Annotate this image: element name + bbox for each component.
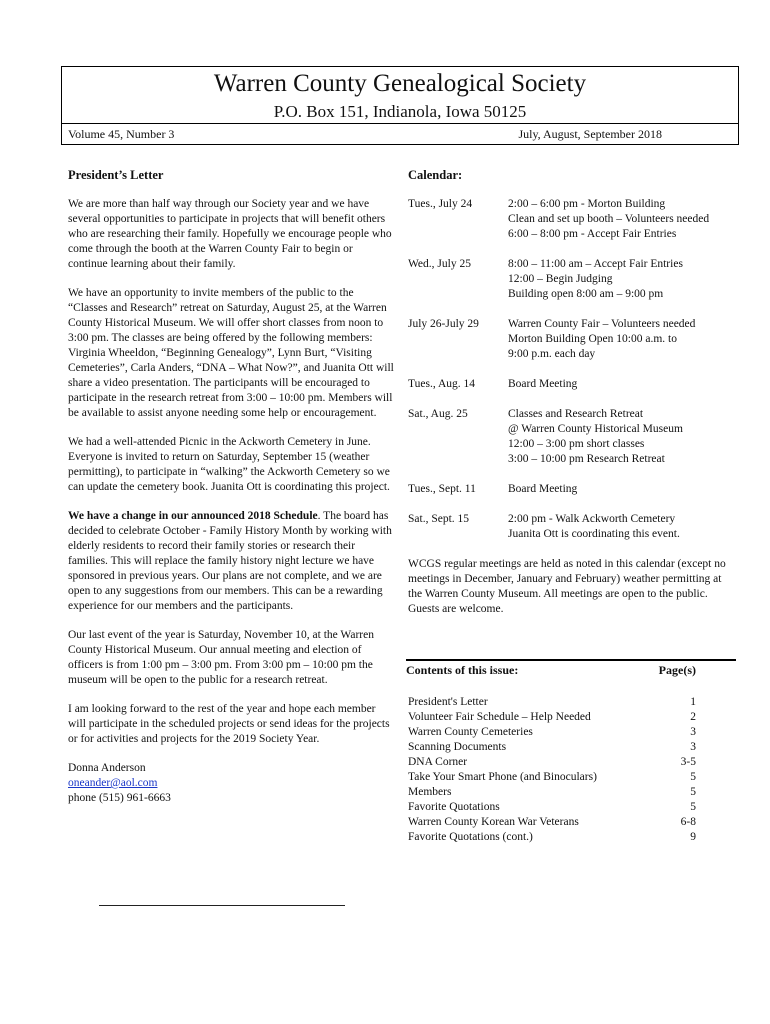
event-detail-line: Classes and Research Retreat [508, 408, 644, 420]
calendar-event [408, 482, 734, 497]
event-detail-line: 9:00 p.m. each day [508, 348, 596, 360]
volume-number: Volume 45, Number 3 [68, 127, 175, 141]
event-details [508, 257, 734, 302]
event-date: July 26-July 29 [408, 318, 479, 330]
contents-item [406, 755, 736, 770]
event-detail-line: 12:00 – 3:00 pm short classes [508, 438, 645, 450]
contents-item-page: 5 [690, 801, 696, 813]
presidents-letter [68, 167, 394, 806]
event-date: Wed., July 25 [408, 258, 471, 270]
contents-item-title: Warren County Cemeteries [408, 726, 533, 738]
contents-item [406, 800, 736, 815]
contents-item-title: Take Your Smart Phone (and Binoculars) [408, 771, 597, 783]
letter-paragraph-4 [68, 509, 394, 614]
table-of-contents [406, 659, 736, 845]
contents-item [406, 725, 736, 740]
section-divider [99, 905, 345, 906]
event-detail-line: 2:00 – 6:00 pm - Morton Building [508, 198, 666, 210]
event-detail-line: 6:00 – 8:00 pm - Accept Fair Entries [508, 228, 677, 240]
calendar-events [408, 197, 734, 542]
event-date: Tues., July 24 [408, 198, 473, 210]
contents-item-page: 9 [690, 831, 696, 843]
contents-header [406, 663, 736, 678]
contents-item-title: DNA Corner [408, 756, 468, 768]
contents-item-page: 5 [690, 771, 696, 783]
event-detail-line: Juanita Ott is coordinating this event. [508, 528, 680, 540]
contents-item [406, 830, 736, 845]
contents-item [406, 815, 736, 830]
calendar-event [408, 512, 734, 542]
contents-item-page: 3-5 [680, 756, 696, 768]
event-detail-line: Building open 8:00 am – 9:00 pm [508, 288, 664, 300]
event-detail-line: Clean and set up booth – Volunteers needed [508, 213, 710, 225]
calendar-event [408, 257, 734, 302]
event-details [508, 317, 734, 362]
event-date: Tues., Sept. 11 [408, 483, 476, 495]
calendar [408, 167, 734, 617]
meetings-note: WCGS regular meetings are held as noted in this calendar (except no meetings in December, January and February) weather permitting at the Warren County Museum. All meetings are open to the public. Guests are welcome. [408, 558, 726, 615]
event-date: Tues., Aug. 14 [408, 378, 475, 390]
event-detail-line: 12:00 – Begin Judging [508, 273, 613, 285]
contents-top-rule [406, 659, 736, 661]
letter-paragraph-5: Our last event of the year is Saturday, November 10, at the Warren County Historical Museum. Our annual meeting and election of officers is from 1:00 pm – 3:00 pm. From 3:00 pm – 10:00 pm the museum will be open to the public for a research retreat. [68, 629, 374, 686]
signature-phone: phone (515) 961-6663 [68, 792, 171, 804]
event-detail-line: Board Meeting [508, 483, 578, 495]
contents-item-page: 5 [690, 786, 696, 798]
contents-item-page: 1 [690, 696, 696, 708]
calendar-heading: Calendar: [408, 168, 463, 182]
signature-block [68, 761, 394, 806]
calendar-event [408, 377, 734, 392]
masthead [61, 66, 739, 145]
event-detail-line: @ Warren County Historical Museum [508, 423, 683, 435]
letter-paragraph-1: We are more than half way through our Society year and we have several opportunities to participate in projects that will benefit others who are researching their family. Hopefully we encourage people who come through the booth at the Warren County Fair to begin or continue learning about their family. [68, 198, 392, 270]
event-details [508, 407, 734, 467]
contents-item-page: 3 [690, 741, 696, 753]
event-date: Sat., Sept. 15 [408, 513, 470, 525]
calendar-event [408, 197, 734, 242]
contents-item [406, 785, 736, 800]
contents-item-title: Volunteer Fair Schedule – Help Needed [408, 711, 591, 723]
contents-item [406, 695, 736, 710]
contents-item-page: 2 [690, 711, 696, 723]
contents-item-title: Warren County Korean War Veterans [408, 816, 579, 828]
contents-item-page: 6-8 [680, 816, 696, 828]
contents-item-page: 3 [690, 726, 696, 738]
event-detail-line: 3:00 – 10:00 pm Research Retreat [508, 453, 665, 465]
calendar-event [408, 317, 734, 362]
event-detail-line: Board Meeting [508, 378, 578, 390]
event-details [508, 197, 734, 242]
contents-list [406, 695, 736, 845]
issue-date: July, August, September 2018 [518, 127, 662, 141]
contents-item-title: Members [408, 786, 452, 798]
contents-item-title: President's Letter [408, 696, 488, 708]
contents-item [406, 770, 736, 785]
contents-item-title: Favorite Quotations (cont.) [408, 831, 533, 843]
newsletter-title: Warren County Genealogical Society [213, 70, 587, 97]
letter-paragraph-4-text: . The board has decided to celebrate October - Family History Month by working with elderly residents to record their family stories or research their families. This will replace the family history night lecture we have sponsored in previous years. Our plans are not complete, and we are open to any suggestions from our members. This can be a rewarding experience for our members and the participants. [68, 510, 392, 612]
letter-paragraph-3: We had a well-attended Picnic in the Ackworth Cemetery in June. Everyone is invited to return on Saturday, September 15 (weather permitting), to participate in “walking” the Ackworth Cemetery so we can update the cemetery book. Juanita Ott is coordinating this project. [68, 436, 390, 493]
letter-paragraph-2: We have an opportunity to invite members of the public to the “Classes and Research” retreat on Saturday, August 25, at the Warren County Historical Museum. We will offer short classes from noon to 3:00 pm. The classes are being offered by the following members: Virginia Wheeldon, “Beginning Genealogy”, Lynn Burt, “Visiting Cemeteries”, Carla Anders, “DNA – What Now?”, and Juanita Ott will share a video presentation. The participants will be encouraged to participate in the research retreat from 3:00 – 10:00 pm. Members will be available to assist anyone needing some help or encouragement. [68, 287, 394, 419]
signature-name: Donna Anderson [68, 762, 146, 774]
event-detail-line: 8:00 – 11:00 am – Accept Fair Entries [508, 258, 683, 270]
event-detail-line: Morton Building Open 10:00 a.m. to [508, 333, 677, 345]
event-details [508, 377, 734, 392]
society-address: P.O. Box 151, Indianola, Iowa 50125 [273, 102, 527, 121]
event-details [508, 512, 734, 542]
letter-paragraph-6: I am looking forward to the rest of the year and hope each member will participate in the scheduled projects or send ideas for the projects or for activities and projects for the 2019 Society Year. [68, 703, 390, 745]
schedule-change-emphasis: We have a change in our announced 2018 Schedule [68, 510, 318, 522]
contents-item-title: Favorite Quotations [408, 801, 500, 813]
masthead-divider [62, 123, 738, 124]
email-link[interactable]: oneander@aol.com [68, 777, 158, 789]
pages-label: Page(s) [658, 663, 696, 677]
event-detail-line: Warren County Fair – Volunteers needed [508, 318, 696, 330]
calendar-event [408, 407, 734, 467]
letter-heading: President’s Letter [68, 168, 164, 182]
event-date: Sat., Aug. 25 [408, 408, 468, 420]
contents-item [406, 710, 736, 725]
event-details [508, 482, 734, 497]
event-detail-line: 2:00 pm - Walk Ackworth Cemetery [508, 513, 676, 525]
contents-item [406, 740, 736, 755]
contents-item-title: Scanning Documents [408, 741, 507, 753]
contents-heading: Contents of this issue: [406, 663, 519, 677]
